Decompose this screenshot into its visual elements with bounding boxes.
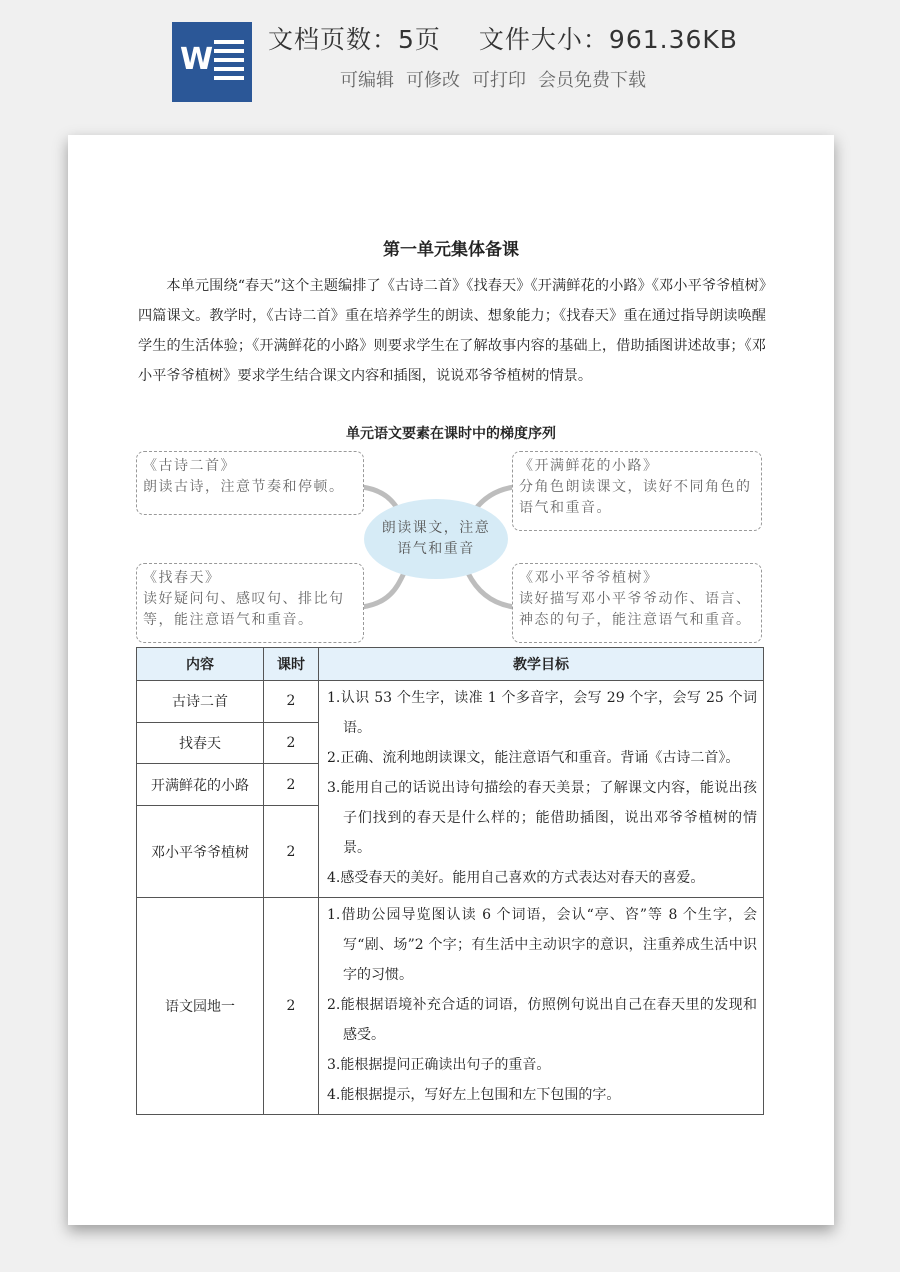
node-text: 读好描写邓小平爷爷动作、语言、神态的句子，能注意语气和重音。: [519, 591, 752, 628]
row-hours: 2: [264, 764, 319, 806]
goal-item: 3.能根据提问正确读出句子的重音。: [327, 1057, 551, 1073]
mindmap-node-flower-path: [512, 451, 762, 531]
goal-item: 4.能根据提示，写好左上包围和左下包围的字。: [327, 1087, 621, 1103]
table-row: [137, 898, 764, 1115]
goal-item: 3.能用自己的话说出诗句描绘的春天美景；了解课文内容，能说出孩子们找到的春天是什么样的；能借助插图，说出邓爷爷植树的情景。: [327, 780, 757, 856]
feature-member-download: 会员免费下载: [538, 70, 646, 91]
page-count: 文档页数：5页: [268, 25, 441, 54]
mindmap-node-gushi: [136, 451, 364, 515]
row-content: 古诗二首: [137, 681, 264, 723]
node-title: 《古诗二首》: [143, 458, 236, 474]
goal-item: 4.感受春天的美好。能用自己喜欢的方式表达对春天的喜爱。: [327, 870, 705, 886]
document-page: [68, 135, 834, 1225]
feature-list: [340, 66, 646, 92]
mindmap-center-text: 朗读课文，注意语气和重音: [381, 520, 491, 557]
goal-item: 2.正确、流利地朗读课文，能注意语气和重音。背诵《古诗二首》。: [327, 750, 740, 766]
table-row: [137, 681, 764, 723]
word-icon-letter: W: [180, 42, 214, 77]
mindmap-center: [364, 499, 508, 579]
mindmap-title: 单元语文要素在课时中的梯度序列: [346, 426, 556, 442]
connector-bottom-left: [362, 573, 404, 607]
node-text: 朗读古诗，注意节奏和停顿。: [143, 479, 345, 495]
node-text: 分角色朗读课文，读好不同角色的语气和重音。: [519, 479, 752, 516]
row-hours: 2: [264, 722, 319, 764]
row-hours: 2: [264, 806, 319, 898]
table-header-row: [137, 648, 764, 681]
mindmap-node-tree-planting: [512, 563, 762, 643]
feature-printable: 可打印: [472, 70, 526, 91]
row-hours: 2: [264, 898, 319, 1115]
node-title: 《邓小平爷爷植树》: [519, 570, 659, 586]
node-text: 读好疑问句、感叹句、排比句等，能注意语气和重音。: [143, 591, 345, 628]
goal-item: 1.认识 53 个生字，读准 1 个多音字，会写 29 个字，会写 25 个词语。: [327, 690, 757, 736]
row-content: 开满鲜花的小路: [137, 764, 264, 806]
row-content: 语文园地一: [137, 898, 264, 1115]
feature-modifiable: 可修改: [406, 70, 460, 91]
word-document-icon: [172, 22, 252, 102]
file-size: 文件大小：961.36KB: [478, 25, 738, 54]
row-content: 找春天: [137, 722, 264, 764]
goals-cell-texts: [319, 681, 764, 898]
goal-item: 2.能根据语境补充合适的词语，仿照例句说出自己在春天里的发现和感受。: [327, 997, 757, 1043]
word-icon-lines: [214, 40, 244, 85]
teaching-goals-table: [136, 647, 764, 1115]
node-title: 《开满鲜花的小路》: [519, 458, 659, 474]
mindmap: [136, 451, 766, 645]
intro-paragraph: 本单元围绕“春天”这个主题编排了《古诗二首》《找春天》《开满鲜花的小路》《邓小平爷爷植树》四篇课文。教学时，《古诗二首》重在培养学生的朗读、想象能力；《找春天》重在通过指导朗读唤醒学生的生活体验；《开满鲜花的小路》则要求学生在了解故事内容的基础上，借助插图讲述故事；《邓小平爷爷植树》要求学生结合课文内容和插图，说说邓爷爷植树的情景。: [138, 278, 766, 384]
goals-cell-garden: [319, 898, 764, 1115]
header-hours: 课时: [264, 648, 319, 681]
mindmap-node-find-spring: [136, 563, 364, 643]
connector-bottom-right: [468, 573, 514, 607]
row-content: 邓小平爷爷植树: [137, 806, 264, 898]
document-title: 第一单元集体备课: [383, 240, 519, 260]
download-header: [0, 0, 900, 120]
goal-item: 1.借助公园导览图认读 6 个词语，会认“亭、咨”等 8 个生字，会写“剧、场”2 个字；有生活中主动识字的意识，注重养成生活中识字的习惯。: [327, 907, 757, 983]
header-content: 内容: [137, 648, 264, 681]
file-info: [268, 20, 738, 56]
header-goals: 教学目标: [319, 648, 764, 681]
feature-editable: 可编辑: [340, 70, 394, 91]
node-title: 《找春天》: [143, 570, 221, 586]
row-hours: 2: [264, 681, 319, 723]
